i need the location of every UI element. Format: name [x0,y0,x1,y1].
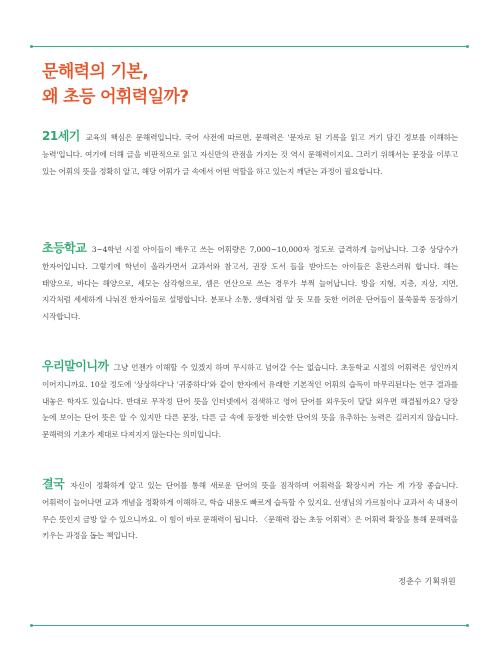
paragraph-3 [42,358,458,444]
title-line-2: 왜 초등 어휘력일까? [42,87,189,107]
paragraph-text: 자신이 정확하게 알고 있는 단어를 통해 새로운 단어의 뜻을 짐작하며 어휘력을 확장시켜 가는 게 가장 좋습니다. 어휘력이 늘어나면 교과 개념을 정확하게 이해하고, 학습 내용도 빠르게 습득할 수 있지요. 선생님의 가르침이나 교과서 속 내용이 무슨 뜻인지 금방 알 수 있으니까요. 이 힘이 바로 문해력이 됩니다. 〈문해력 잡는 초등 어휘력〉은 어휘력 확장을 통해 문해력을 키우는 과정을 돕는 책입니다. [42,481,458,541]
paragraph-text: 그냥 언젠가 이해할 수 있겠지 하며 무시하고 넘어갈 수는 없습니다. 초등학교 시절의 어휘력은 성인까지 이어지니까요. 10살 정도에 '상상하다'나 '귀중하다'와 같이 한자에서 유래한 기본적인 어휘의 습득이 마무리된다는 연구 결과를 내놓은 학자도 있습니다. 반대로 무작정 단어 뜻을 인터넷에서 검색하고 영어 단어를 외우듯이 달달 외우면 해결될까요? 당장 눈에 보이는 단어 뜻은 알 수 있지만 다른 문장, 다른 글 속에 등장한 비슷한 단어의 뜻을 유추하는 능력은 길러지지 않습니다. 문해력의 기초가 제대로 다져지지 않는다는 의미입니다. [42,363,459,440]
paragraph-2 [42,240,458,326]
divider-end-dot [30,45,33,48]
paragraph-text: 3~4학년 시절 아이들이 배우고 쓰는 어휘량은 7,000~10,000자 정도로 급격하게 늘어납니다. 그중 상당수가 한자어입니다. 그렇기에 학년이 올라가면서 교과서와 참고서, 권장 도서 들을 받아드는 아이들은 혼란스러워 합니다. 해는 태양으로, 바다는 해양으로, 세모는 삼각형으로, 셈은 연산으로 쓰는 경우가 부쩍 늘어납니다. 방을 지형, 지층, 지상, 지면, 지각처럼 세세하게 나눠진 한자어들로 설명합니다. 분포나 소통, 생태처럼 알 듯 모를 듯한 어려운 단어들이 불쑥불쑥 등장하기 시작합니다. [42,245,458,322]
bottom-divider [32,625,468,626]
title-line-1: 문해력의 기본, [42,62,149,82]
divider-end-dot [30,624,33,627]
paragraph-text: 교육의 핵심은 문해력입니다. 국어 사전에 따르면, 문해력은 '문자로 된 기록을 읽고 거기 담긴 정보를 이해하는 능력'입니다. 여기에 더해 글을 비판적으로 읽고 자신만의 관점을 가지는 것 역시 문해력이지요. 그러기 위해서는 문장을 이루고 있는 어휘의 뜻을 정확히 알고, 해당 어휘가 글 속에서 어떤 역할을 하고 있는지 깨닫는 과정이 필요합니다. [42,133,459,176]
divider-end-dot [466,45,469,48]
paragraph-lead: 21세기 [42,129,80,143]
paragraph-lead: 우리말이니까 [42,359,109,373]
top-divider [32,46,468,47]
paragraph-4 [42,476,458,545]
paragraph-lead: 결국 [42,477,65,491]
page-title [42,60,188,110]
paragraph-lead: 초등학교 [42,241,87,255]
divider-end-dot [466,624,469,627]
author-signature: 정춘수 기획위원 [398,577,456,586]
paragraph-1 [42,128,458,180]
